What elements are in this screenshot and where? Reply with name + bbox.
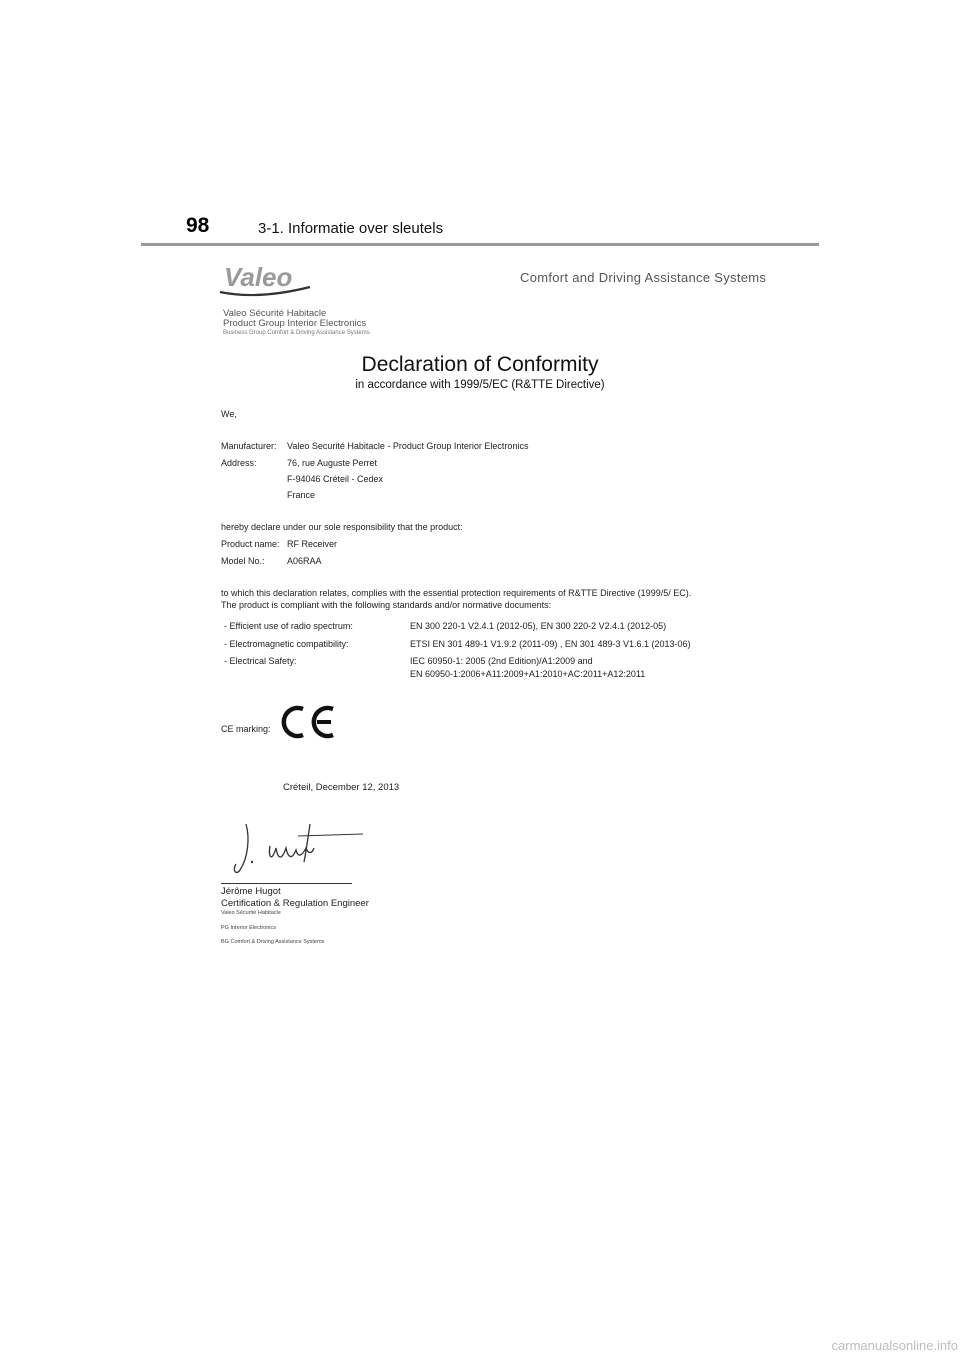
standard-label: - Electromagnetic compatibility: <box>224 639 349 649</box>
watermark: carmanualsonline.info <box>831 1338 958 1353</box>
signer-title: Certification & Regulation Engineer <box>221 898 369 909</box>
standard-label: - Efficient use of radio spectrum: <box>224 621 353 631</box>
we-text: We, <box>221 409 237 419</box>
product-name-value: RF Receiver <box>287 539 338 549</box>
address-line: 76, rue Auguste Perret <box>287 458 378 468</box>
relates-text: The product is compliant with the following standards and/or normative documents: <box>221 600 552 610</box>
signer-org: Valeo Sécurité Habitacle <box>221 910 281 916</box>
company-line: Product Group Interior Electronics <box>223 318 367 329</box>
company-line: Business Group Comfort & Driving Assistance Systems <box>223 330 370 336</box>
valeo-logo <box>218 262 318 302</box>
model-value: A06RAA <box>287 556 322 566</box>
manufacturer-value: Valeo Securité Habitacle - Product Group Interior Electronics <box>287 441 529 451</box>
declare-text: hereby declare under our sole responsibility that the product: <box>221 522 463 532</box>
standard-label: - Electrical Safety: <box>224 656 297 666</box>
svg-text:Valeo: Valeo <box>224 262 293 292</box>
standard-value-extra: EN 60950-1:2006+A11:2009+A1:2010+AC:2011+A12:2011 <box>410 669 646 679</box>
document-subtitle: in accordance with 1999/5/EC (R&TTE Directive) <box>355 379 605 391</box>
product-name-label: Product name: <box>221 539 280 549</box>
manufacturer-label: Manufacturer: <box>221 441 277 451</box>
document-title: Declaration of Conformity <box>361 353 599 376</box>
standard-value: IEC 60950-1: 2005 (2nd Edition)/A1:2009 and <box>410 656 593 666</box>
signature-icon <box>228 818 368 882</box>
signer-org: BG Comfort & Driving Assistance Systems <box>221 939 325 945</box>
model-label: Model No.: <box>221 556 265 566</box>
standard-value: EN 300 220-1 V2.4.1 (2012-05), EN 300 220-2 V2.4.1 (2012-05) <box>410 621 667 631</box>
ce-mark-icon <box>281 703 337 741</box>
relates-text: to which this declaration relates, complies with the essential protection requirements of R&TTE Directive (1999/5/ EC). <box>221 588 692 598</box>
page-number: 98 <box>186 214 210 237</box>
signer-org: PG Interior Electronics <box>221 925 277 931</box>
address-line: France <box>287 490 316 500</box>
address-label: Address: <box>221 458 257 468</box>
standard-value: ETSI EN 301 489-1 V1.9.2 (2011-09) , EN 301 489-3 V1.6.1 (2013-06) <box>410 639 691 649</box>
signature-line <box>221 883 352 884</box>
address-line: F-94046 Créteil - Cedex <box>287 474 384 484</box>
ce-marking-label: CE marking: <box>221 724 271 734</box>
tagline: Comfort and Driving Assistance Systems <box>520 270 767 285</box>
header-rule <box>141 243 819 246</box>
place-date: Créteil, December 12, 2013 <box>283 782 400 793</box>
signer-name: Jérôme Hugot <box>221 886 281 897</box>
company-line: Valeo Sécurité Habitacle <box>223 308 327 319</box>
section-title: 3-1. Informatie over sleutels <box>258 220 444 237</box>
